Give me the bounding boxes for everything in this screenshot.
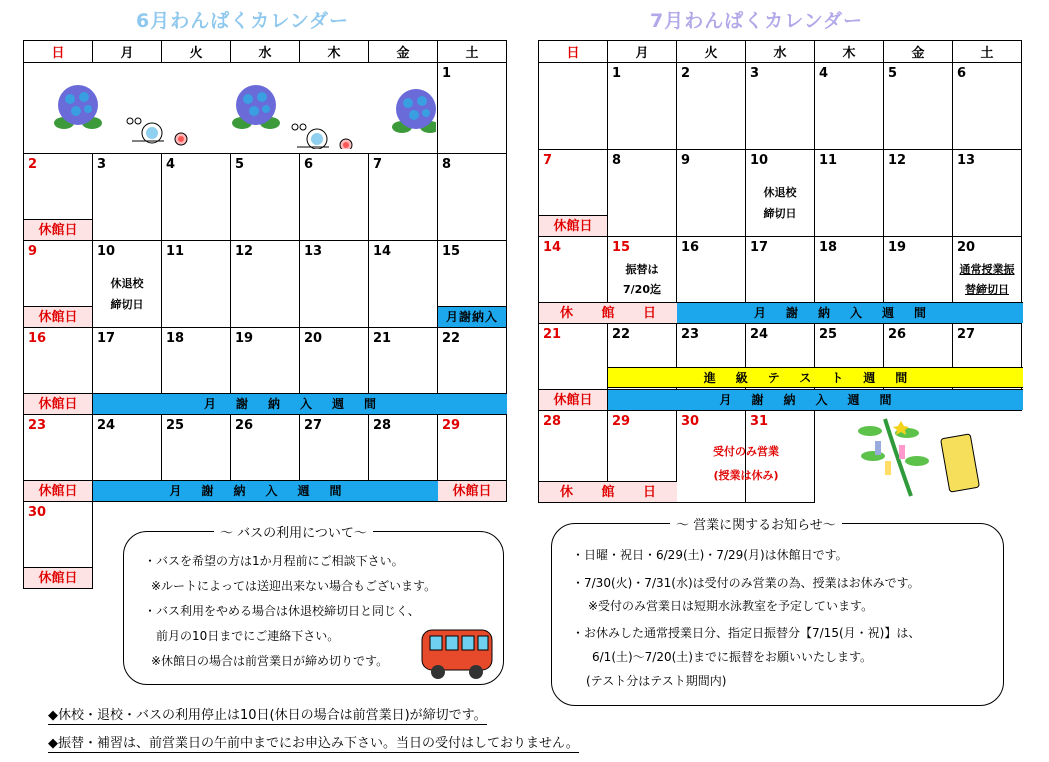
day-number: 17: [97, 331, 116, 346]
day-cell: [93, 154, 162, 241]
day-cell: [815, 324, 884, 411]
day-cell: [162, 154, 231, 241]
closed-label: 休館日: [438, 480, 506, 501]
day-number: 10: [97, 244, 116, 259]
day-cell: [608, 63, 677, 150]
day-number: 29: [612, 414, 631, 429]
day-number: 5: [888, 66, 898, 81]
day-number: 14: [543, 240, 562, 255]
business-info-line: ・7/30(火)・7/31(水)は受付のみ営業の為、授業はお休みです。: [572, 576, 920, 590]
day-number: 30: [28, 505, 47, 520]
weekday-mon: 月: [608, 41, 677, 63]
snail-icon: [292, 124, 352, 149]
day-cell: [369, 154, 438, 241]
bus-info-title: 〜 バスの利用について〜: [214, 522, 373, 541]
day-cell: [369, 328, 438, 415]
hydrangea-snail-illustration: [24, 63, 436, 149]
day-number: 24: [97, 418, 116, 433]
closed-label: 休館日: [24, 393, 92, 414]
day-cell: [231, 415, 300, 502]
june-illustration-cell: [24, 63, 438, 154]
day-number: 13: [957, 153, 976, 168]
day-cell: [884, 324, 953, 411]
business-info-line: ※受付のみ営業日は短期水泳教室を予定しています。: [588, 599, 874, 613]
day-cell: [884, 150, 953, 237]
bus-info-line: ・バス利用をやめる場合は休退校締切日と同じく、: [144, 604, 420, 618]
day-cell: [608, 237, 677, 324]
day-number: 19: [235, 331, 254, 346]
tanabata-bamboo-illustration: [815, 411, 1022, 498]
day-number: 19: [888, 240, 907, 255]
day-number: 15: [442, 244, 461, 259]
day-number: 27: [304, 418, 323, 433]
day-number: 23: [28, 418, 47, 433]
day-number: 1: [612, 66, 622, 81]
day-cell: [953, 150, 1022, 237]
day-number: 11: [819, 153, 838, 168]
day-number: 22: [612, 327, 631, 342]
bus-info-line: ※休館日の場合は前営業日が締め切りです。: [151, 654, 389, 668]
day-number: 16: [681, 240, 700, 255]
day-number: 3: [97, 157, 107, 172]
day-number: 9: [28, 244, 38, 259]
day-number: 30: [681, 414, 700, 429]
day-cell: [539, 150, 608, 237]
day-cell: [231, 241, 300, 328]
hydrangea-icon: [392, 89, 436, 133]
july-calendar: [538, 40, 1022, 503]
day-cell: [24, 502, 93, 589]
day-cell: [438, 63, 507, 154]
day-number: 8: [612, 153, 622, 168]
day-number: 3: [750, 66, 760, 81]
tanzaku-card-icon: [941, 434, 980, 492]
day-number: 4: [819, 66, 829, 81]
business-info-line: ・お休みした通常授業日分、指定日振替分【7/15(月・祝)】は、: [572, 626, 921, 640]
bus-info-line: ※ルートによっては送迎出来ない場合もございます。: [151, 579, 437, 593]
makeup-note: 7/20迄: [623, 283, 661, 296]
day-number: 18: [819, 240, 838, 255]
day-cell: [231, 154, 300, 241]
day-number: 25: [166, 418, 185, 433]
day-cell: [162, 241, 231, 328]
weekday-sat: 土: [953, 41, 1022, 63]
june-title: 6月わんぱくカレンダー: [136, 10, 349, 32]
day-cell: [539, 324, 608, 411]
day-number: 14: [373, 244, 392, 259]
day-number: 20: [957, 240, 976, 255]
day-number: 20: [304, 331, 323, 346]
day-cell: [300, 415, 369, 502]
tuition-week-band: 月謝納入週間: [608, 389, 1023, 410]
day-number: 5: [235, 157, 245, 172]
business-info-title: 〜 営業に関するお知らせ〜: [670, 514, 842, 533]
makeup-deadline-note: 通常授業振: [959, 263, 1015, 276]
day-cell: [608, 150, 677, 237]
day-cell: [231, 328, 300, 415]
withdrawal-deadline-note: 休退校: [763, 186, 797, 199]
day-cell: [24, 328, 93, 415]
day-number: 21: [543, 327, 562, 342]
test-week-band: 進級テスト週間: [608, 367, 1023, 388]
day-cell: [369, 415, 438, 502]
day-number: 10: [750, 153, 769, 168]
day-number: 26: [235, 418, 254, 433]
day-cell: [746, 150, 815, 237]
weekday-sun: 日: [539, 41, 608, 63]
closed-label: 休館日: [24, 219, 92, 240]
day-number: 16: [28, 331, 47, 346]
closed-label: 休館日: [539, 215, 607, 236]
day-number: 8: [442, 157, 452, 172]
footer-note: ◆休校・退校・バスの利用停止は10日(休日の場合は前営業日)が締切です。: [48, 704, 487, 725]
day-number: 13: [304, 244, 323, 259]
day-cell: [953, 63, 1022, 150]
june-calendar: [23, 40, 507, 589]
weekday-tue: 火: [677, 41, 746, 63]
day-number: 22: [442, 331, 461, 346]
bus-icon: [420, 626, 494, 680]
day-number: 29: [442, 418, 461, 433]
day-number: 24: [750, 327, 769, 342]
day-number: 12: [235, 244, 254, 259]
tanabata-illustration-cell: [815, 411, 1022, 503]
snail-icon: [127, 118, 187, 145]
day-number: 21: [373, 331, 392, 346]
withdrawal-deadline-note: 休退校: [110, 277, 144, 290]
day-number: 2: [681, 66, 691, 81]
day-cell: [539, 63, 608, 150]
weekday-sun: 日: [24, 41, 93, 63]
day-cell: [438, 241, 507, 328]
day-number: 4: [166, 157, 176, 172]
withdrawal-deadline-note: 締切日: [110, 298, 144, 311]
day-cell: [24, 415, 93, 502]
business-info-line: ・日曜・祝日・6/29(土)・7/29(月)は休館日です。: [572, 548, 848, 562]
business-info-box: [551, 518, 1004, 706]
day-number: 9: [681, 153, 691, 168]
hydrangea-icon: [54, 85, 102, 129]
day-number: 25: [819, 327, 838, 342]
day-cell: [93, 241, 162, 328]
weekday-thu: 木: [815, 41, 884, 63]
closed-label: 休 館 日: [539, 481, 677, 502]
business-info-line: 6/1(土)〜7/20(土)までに振替をお願いいたします。: [592, 650, 873, 664]
weekday-wed: 水: [746, 41, 815, 63]
day-cell: [438, 154, 507, 241]
bus-info-line: 前月の10日までにご連絡下さい。: [156, 629, 340, 643]
day-number: 31: [750, 414, 769, 429]
closed-label: 休館日: [24, 480, 92, 501]
day-number: 12: [888, 153, 907, 168]
day-cell: [746, 324, 815, 411]
day-cell: [24, 154, 93, 241]
reception-only-note: 受付のみ営業: [713, 445, 779, 458]
day-number: 27: [957, 327, 976, 342]
day-cell: [608, 411, 677, 503]
closed-label: 休 館 日: [539, 302, 677, 323]
closed-label: 休館日: [24, 567, 92, 588]
day-number: 11: [166, 244, 185, 259]
withdrawal-deadline-note: 締切日: [763, 207, 797, 220]
day-number: 28: [543, 414, 562, 429]
day-cell: [677, 324, 746, 411]
day-cell: [746, 237, 815, 324]
weekday-mon: 月: [93, 41, 162, 63]
day-cell: [438, 328, 507, 415]
footer-note: ◆振替・補習は、前営業日の午前中までにお申込み下さい。当日の受付はしておりません。: [48, 732, 579, 753]
closed-label: 休館日: [539, 389, 607, 410]
weekday-sat: 土: [438, 41, 507, 63]
day-cell: [300, 154, 369, 241]
day-cell: [300, 241, 369, 328]
day-number: 17: [750, 240, 769, 255]
tuition-week-band: 月謝納入週間: [677, 302, 1023, 323]
day-cell: [369, 241, 438, 328]
bamboo-icon: [858, 419, 929, 496]
day-number: 18: [166, 331, 185, 346]
hydrangea-icon: [232, 85, 280, 129]
makeup-note: 振替は: [625, 263, 659, 276]
day-cell: [162, 415, 231, 502]
tuition-week-band: 月謝納入週間: [93, 393, 507, 414]
bus-info-box: [123, 526, 504, 685]
day-number: 7: [373, 157, 383, 172]
day-number: 26: [888, 327, 907, 342]
bus-info-line: ・バスを希望の方は1か月程前にご相談下さい。: [144, 554, 404, 568]
weekday-tue: 火: [162, 41, 231, 63]
day-cell: [815, 237, 884, 324]
weekday-wed: 水: [231, 41, 300, 63]
day-cell: [438, 415, 507, 502]
weekday-fri: 金: [369, 41, 438, 63]
day-cell: [953, 237, 1022, 324]
weekday-fri: 金: [884, 41, 953, 63]
day-cell: [815, 150, 884, 237]
july-title: 7月わんぱくカレンダー: [650, 10, 863, 32]
tuition-band: 月謝納入: [438, 306, 506, 327]
day-cell: [677, 150, 746, 237]
reception-only-note: (授業は休み): [713, 469, 779, 482]
day-cell: [300, 328, 369, 415]
weekday-thu: 木: [300, 41, 369, 63]
day-cell: [746, 63, 815, 150]
day-number: 6: [304, 157, 314, 172]
closed-label: 休館日: [24, 306, 92, 327]
day-number: 2: [28, 157, 38, 172]
day-cell: [24, 241, 93, 328]
day-cell: [162, 328, 231, 415]
business-info-line: (テスト分はテスト期間内): [586, 674, 727, 688]
day-number: 15: [612, 240, 631, 255]
day-cell: [815, 63, 884, 150]
day-number: 7: [543, 153, 553, 168]
day-number: 6: [957, 66, 967, 81]
day-cell: [884, 237, 953, 324]
day-cell: [884, 63, 953, 150]
makeup-deadline-note: 替締切日: [965, 283, 1009, 296]
day-cell: [677, 63, 746, 150]
day-number: 23: [681, 327, 700, 342]
tuition-week-band: 月謝納入週間: [93, 480, 438, 501]
day-number: 28: [373, 418, 392, 433]
day-cell: [746, 411, 815, 503]
day-number: 1: [442, 66, 452, 81]
day-cell: [953, 324, 1022, 411]
